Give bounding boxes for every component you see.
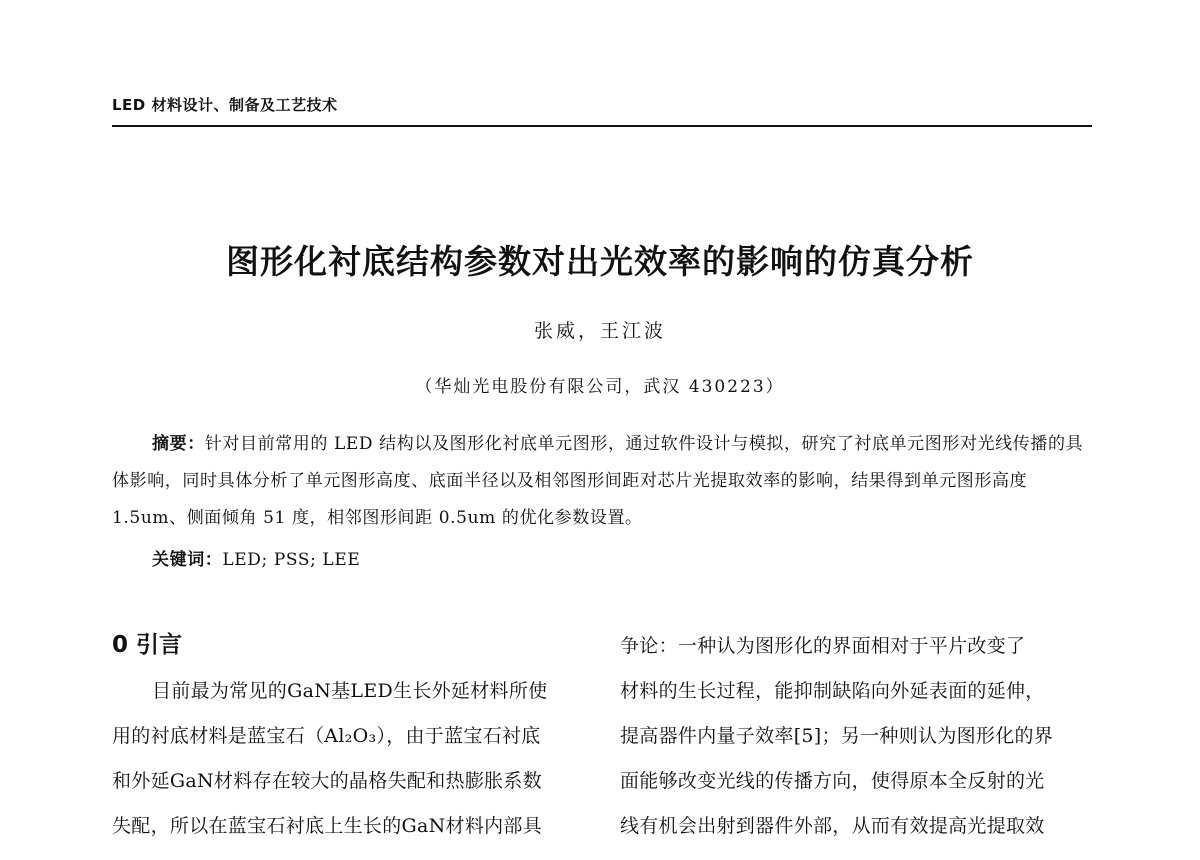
running-header: LED 材料设计、制备及工艺技术: [112, 96, 338, 114]
paper-authors: 张威，王江波: [533, 320, 666, 342]
left-column: [112, 669, 582, 849]
header-divider: [112, 125, 1092, 127]
body-line: 提高器件内量子效率[5]；另一种则认为图形化的界: [620, 725, 1054, 747]
body-line: 用的衬底材料是蓝宝石（Al₂O₃），由于蓝宝石衬底: [112, 725, 541, 747]
keywords-text: LED; PSS; LEE: [222, 550, 361, 570]
body-line: 材料的生长过程，能抑制缺陷向外延表面的延伸，: [620, 680, 1045, 702]
body-line: 争论：一种认为图形化的界面相对于平片改变了: [620, 635, 1026, 657]
section-heading-introduction: 0 引言: [112, 632, 183, 658]
body-line: 线有机会出射到器件外部，从而有效提高光提取效: [620, 815, 1045, 837]
abstract: [112, 426, 1092, 537]
body-line: 目前最为常见的GaN基LED生长外延材料所使: [152, 680, 548, 702]
abstract-label: 摘要：: [152, 434, 205, 454]
keywords: [152, 545, 360, 570]
keywords-label: 关键词：: [152, 550, 223, 570]
body-line: 失配，所以在蓝宝石衬底上生长的GaN材料内部具: [112, 815, 543, 837]
right-column: [620, 624, 1090, 849]
body-line: 和外延GaN材料存在较大的晶格失配和热膨胀系数: [112, 770, 543, 792]
paper-affiliation: （华灿光电股份有限公司，武汉 430223）: [415, 377, 785, 397]
body-line: 面能够改变光线的传播方向，使得原本全反射的光: [620, 770, 1045, 792]
paper-title: 图形化衬底结构参数对出光效率的影响的仿真分析: [226, 242, 974, 281]
abstract-text: 针对目前常用的 LED 结构以及图形化衬底单元图形，通过软件设计与模拟，研究了衬底单元图形对光线传播的具体影响，同时具体分析了单元图形高度、底面半径以及相邻图形间距对芯片光提取效率的影响，结果得到单元图形高度 1.5um、侧面倾角 51 度，相邻图形间距 0.5um 的优化参数设置。: [112, 434, 1084, 528]
